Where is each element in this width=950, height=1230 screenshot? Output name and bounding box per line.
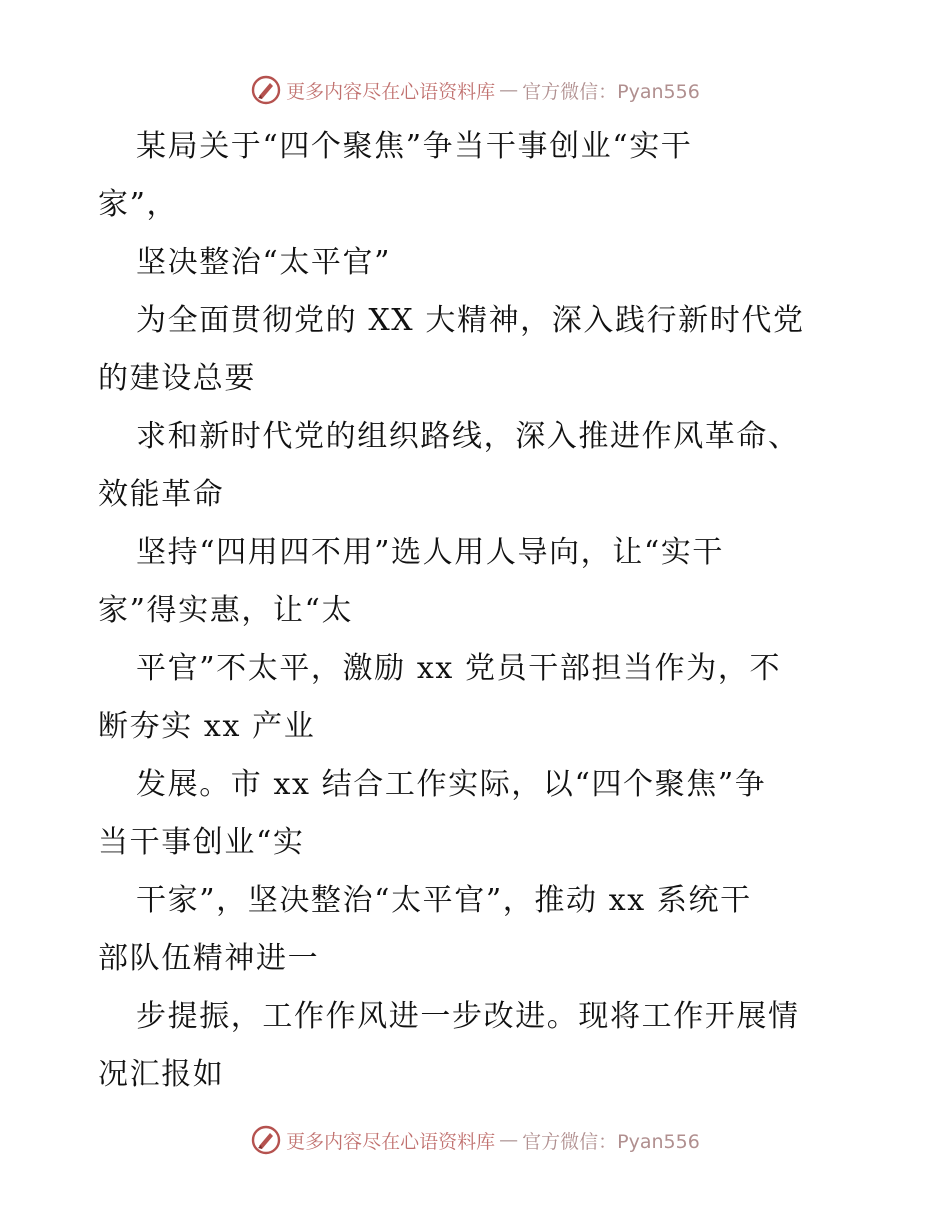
paragraph-line: 况汇报如 (98, 1057, 225, 1092)
paragraph-line: 坚持“四用四不用”选人用人导向，让“实干 (136, 535, 725, 570)
watermark-wechat: 官方微信：Pyan556 (522, 1130, 700, 1153)
paragraph-line: 断夯实 xx 产业 (98, 709, 316, 744)
pen-seal-icon (250, 1124, 282, 1156)
paragraph-line: 部队伍精神进一 (98, 941, 320, 976)
pen-seal-icon (250, 74, 282, 106)
paragraph-4 (98, 408, 858, 524)
paragraph-line: 发展。市 xx 结合工作实际，以“四个聚焦”争 (136, 767, 767, 802)
header-watermark (0, 70, 950, 110)
paragraph-1 (98, 118, 858, 234)
paragraph-line: 坚决整治“太平官” (136, 245, 392, 280)
paragraph-6 (98, 640, 858, 756)
watermark-separator: — (499, 1129, 519, 1151)
paragraph-line: 效能革命 (98, 477, 225, 512)
paragraph-line: 家”， (98, 187, 179, 222)
paragraph-line: 步提振，工作作风进一步改进。现将工作开展情 (136, 999, 800, 1034)
watermark-brand: 更多内容尽在心语资料库 (286, 80, 496, 103)
document-body (98, 118, 858, 1104)
paragraph-5 (98, 524, 858, 640)
paragraph-line: 家”得实惠，让“太 (98, 593, 354, 628)
paragraph-line: 平官”不太平，激励 xx 党员干部担当作为，不 (136, 651, 782, 686)
paragraph-line: 的建设总要 (98, 361, 256, 396)
paragraph-3 (98, 292, 858, 408)
paragraph-8 (98, 872, 858, 988)
paragraph-line: 干家”，坚决整治“太平官”，推动 xx 系统干 (136, 883, 752, 918)
paragraph-line: 为全面贯彻党的 XX 大精神，深入践行新时代党 (136, 303, 805, 338)
paragraph-2 (98, 234, 858, 292)
paragraph-7 (98, 756, 858, 872)
paragraph-line: 某局关于“四个聚焦”争当干事创业“实干 (136, 129, 693, 164)
watermark-brand: 更多内容尽在心语资料库 (286, 1130, 496, 1153)
paragraph-line: 当干事创业“实 (98, 825, 305, 860)
watermark-separator: — (499, 79, 519, 101)
watermark-wechat: 官方微信：Pyan556 (522, 80, 700, 103)
footer-watermark (0, 1120, 950, 1160)
paragraph-line: 求和新时代党的组织路线，深入推进作风革命、 (136, 419, 800, 454)
paragraph-9 (98, 988, 858, 1104)
